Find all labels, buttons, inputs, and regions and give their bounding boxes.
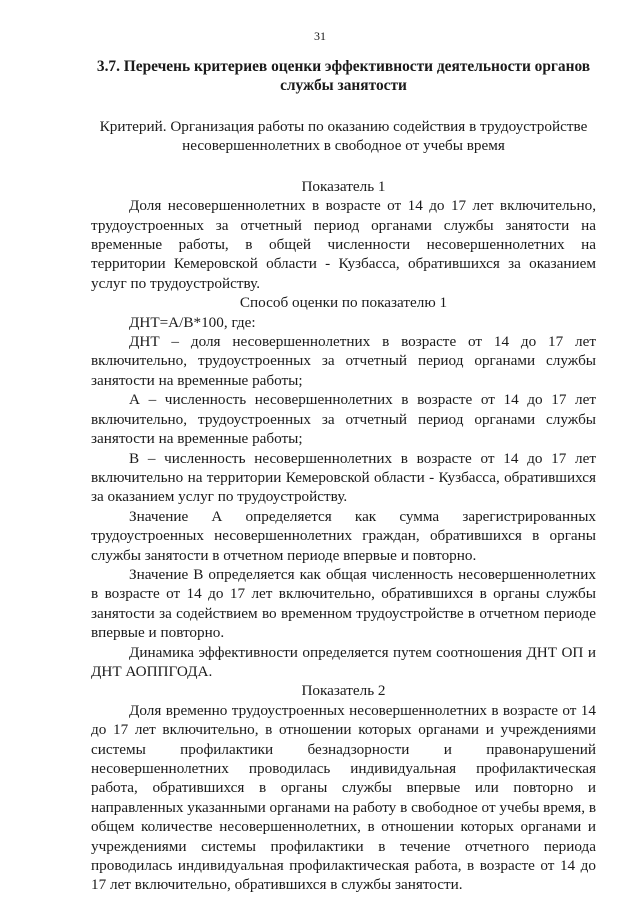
indicator-1-description: Доля несовершеннолетних в возрасте от 14 до 17 лет включительно, трудоустроенных за отчетный период органами службы занятости на временные работы, в общей численности несовершеннолетних на территории Кемеровской области - Кузбасса, обратившихся за оказанием услуг по трудоустройству.: [91, 197, 596, 292]
formula: ДНТ=А/В*100, где:: [129, 313, 256, 331]
value-b-paragraph: Значение В определяется как общая численность несовершеннолетних в возрасте от 14 до 17 лет включительно, обратившихся в органы службы занятости за содействием во временном трудоустройстве в отчетном периоде впервые и повторно.: [91, 565, 596, 642]
criterion-heading: Критерий. Организация работы по оказанию содействия в трудоустройстве несовершеннолетних в свободное от учебы время: [99, 118, 588, 155]
indicator-2-title: Показатель 2: [301, 682, 386, 700]
definition-a: А – численность несовершеннолетних в возрасте от 14 до 17 лет включительно, трудоустроенных за отчетный период органами службы занятости на временные работы;: [91, 391, 596, 448]
indicator-1-title: Показатель 1: [301, 177, 386, 195]
dynamics-paragraph: Динамика эффективности определяется путем соотношения ДНТ ОП и ДНТ АОППГОДА.: [91, 643, 596, 680]
page-number: 31: [314, 29, 326, 43]
indicator-2-description: Доля временно трудоустроенных несовершеннолетних в возрасте от 14 до 17 лет включительно, в отношении которых органами и учреждениями системы профилактики безнадзорности и правонарушений несовершеннолетних проводилась индивидуальная профилактическая работа, обратившихся в органы службы впервые или повторно и направленных указанными органами на работу в свободное от учебы время, в общем количестве несовершеннолетних, в отношении которых органами и учреждениями системы профилактики в течение отчетного периода проводилась индивидуальная профилактическая работа, в возрасте от 14 до 17 лет включительно, обратившихся в службы занятости.: [91, 701, 596, 894]
value-a-paragraph: Значение А определяется как сумма зарегистрированных трудоустроенных несовершеннолетних граждан, обратившихся в органы службы занятости в отчетном периоде впервые и повторно.: [91, 507, 596, 564]
section-title: 3.7. Перечень критериев оценки эффективности деятельности органов службы занятости: [96, 58, 591, 94]
definition-b: В – численность несовершеннолетних в возрасте от 14 до 17 лет включительно на территории Кемеровской области - Кузбасса, обратившихся за оказанием услуг по трудоустройству.: [91, 449, 596, 506]
method-title: Способ оценки по показателю 1: [239, 294, 448, 312]
definition-dnt: ДНТ – доля несовершеннолетних в возрасте от 14 до 17 лет включительно, трудоустроенных за отчетный период органами службы занятости на временные работы;: [91, 333, 596, 389]
page-content: [91, 57, 596, 895]
